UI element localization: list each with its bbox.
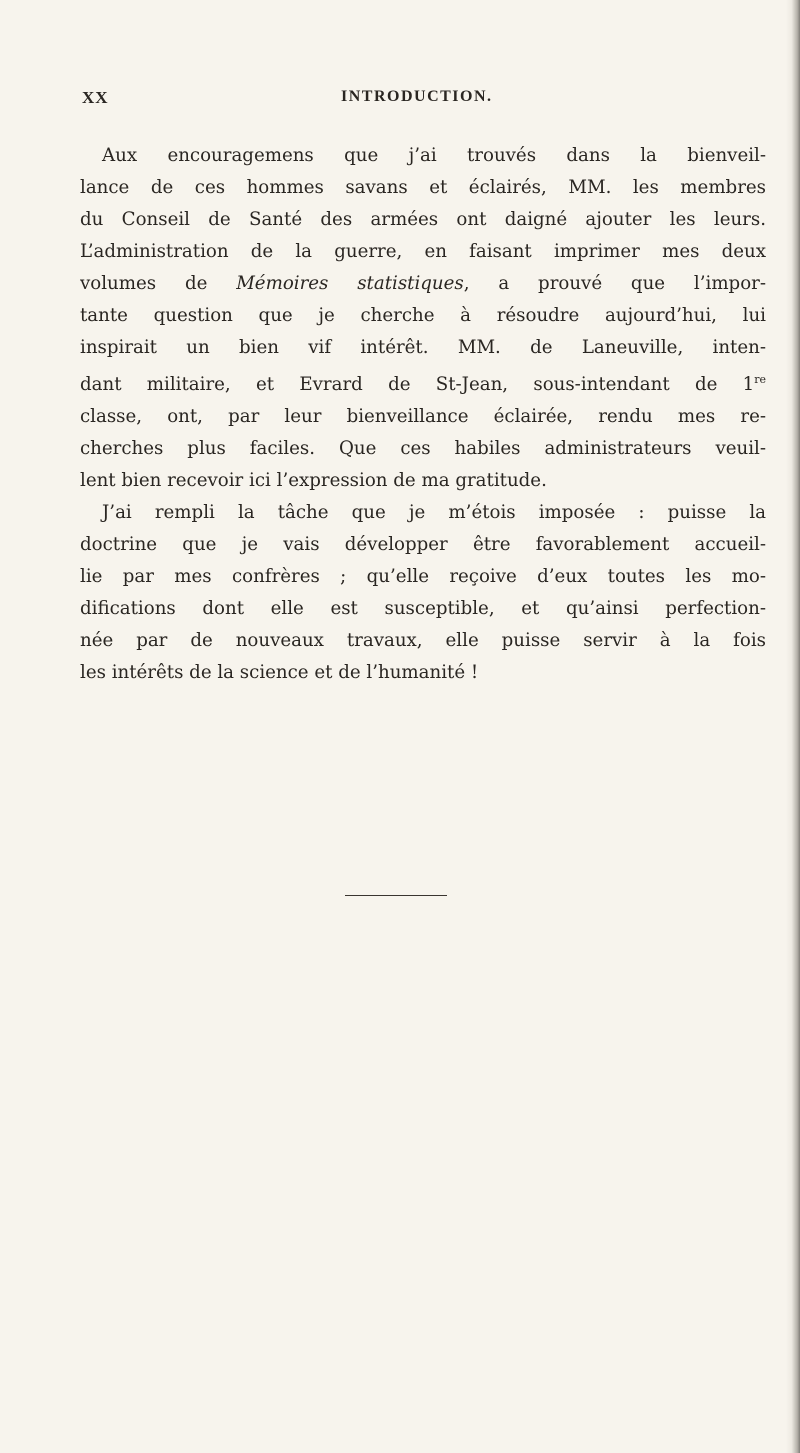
paragraph-2 [80,497,766,689]
running-head [82,88,722,112]
text-line-with-superscript [80,364,766,401]
text-line: tante question que je cherche à résoudre aujourd’hui, lui [80,305,766,326]
page-edge-shadow [786,0,800,1453]
text-line: classe, ont, par leur bienveillance éclairée, rendu mes re- [80,406,766,427]
text-line: lance de ces hommes savans et éclairés, MM. les membres [80,177,766,198]
superscript: re [754,373,766,386]
text-fragment: volumes de [80,273,237,294]
text-line: Aux encouragemens que j’ai trouvés dans la bienveil- [102,145,766,166]
text-line: lent bien recevoir ici l’expression de ma gratitude. [80,470,547,491]
text-line: cherches plus faciles. Que ces habiles administrateurs veuil- [80,438,766,459]
running-head-title: INTRODUCTION. [341,88,493,105]
text-fragment: , a prouvé que l’impor- [463,273,766,294]
text-line: les intérêts de la science et de l’humanité ! [80,662,479,683]
text-line: née par de nouveaux travaux, elle puisse servir à la fois [80,630,766,651]
paragraph-1 [80,140,766,497]
page-number: XX [82,88,109,107]
text-line: doctrine que je vais développer être favorablement accueil- [80,534,766,555]
text-line: L’administration de la guerre, en faisant imprimer mes deux [80,241,766,262]
text-line: du Conseil de Santé des armées ont daigné ajouter les leurs. [80,209,766,230]
text-line-with-italic [80,268,766,300]
text-line: inspirait un bien vif intérêt. MM. de Laneuville, inten- [80,337,766,358]
body-text [80,140,766,689]
text-line: difications dont elle est susceptible, et qu’ainsi perfection- [80,598,766,619]
text-line: lie par mes confrères ; qu’elle reçoive d’eux toutes les mo- [80,566,766,587]
section-end-rule [345,895,447,896]
text-fragment: dant militaire, et Evrard de St-Jean, sous-intendant de 1 [80,374,755,395]
text-line: J’ai rempli la tâche que je m’étois imposée : puisse la [102,502,766,523]
italic-book-title: Mémoires statistiques [236,273,464,294]
